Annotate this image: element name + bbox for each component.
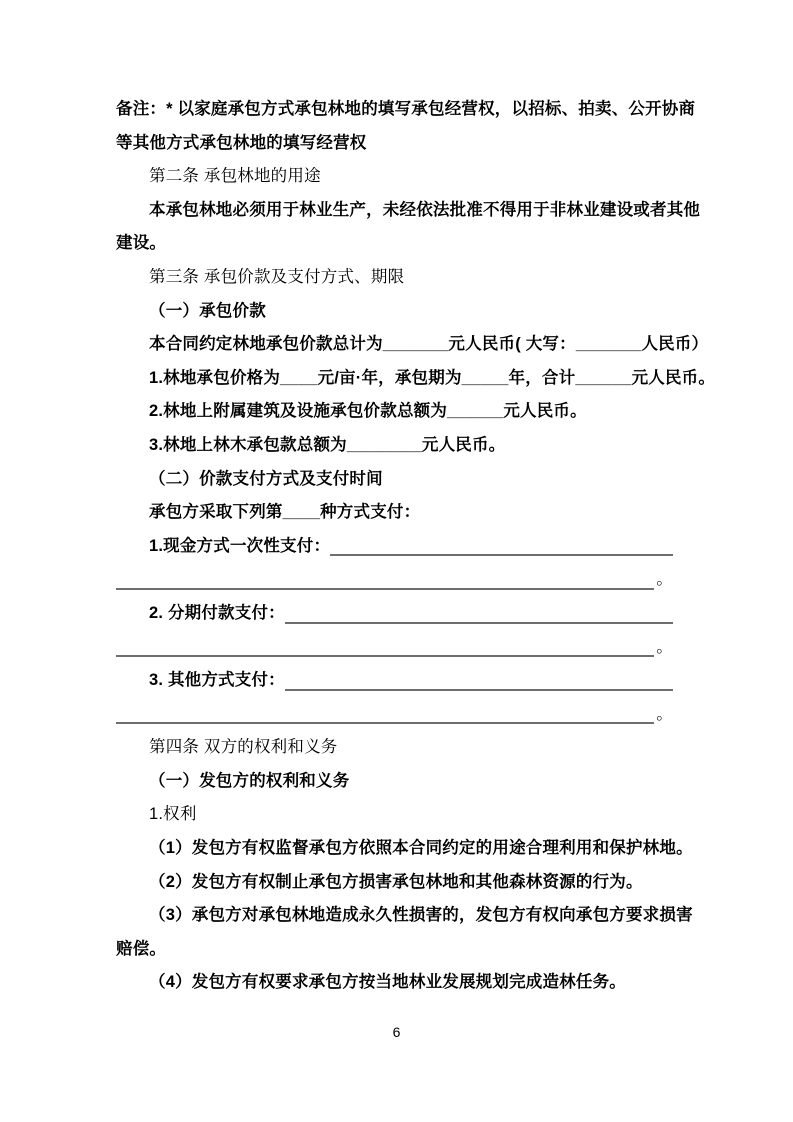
fill-in-label-line <box>116 597 673 631</box>
document-line: （2）发包方有权制止承包方损害承包林地和其他森林资源的行为。 <box>149 872 643 891</box>
document-line: 本承包林地必须用于林业生产，未经依法批准不得用于非林业建设或者其他 <box>149 200 701 219</box>
document-line: 赔偿。 <box>116 939 167 958</box>
document-line: （一）承包价款 <box>149 301 266 320</box>
document-line: （1）发包方有权监督承包方依照本合同约定的用途合理利用和保护林地。 <box>149 839 693 858</box>
fill-in-rule-line <box>116 631 673 665</box>
document-line: 3.林地上林木承包款总额为________元人民币。 <box>149 435 506 454</box>
document-line: 等其他方式承包林地的填写经营权 <box>116 133 367 152</box>
document-line: （4）发包方有权要求承包方按当地林业发展规划完成造林任务。 <box>149 973 626 992</box>
blank-underline <box>116 631 654 658</box>
line-period: 。 <box>656 704 673 723</box>
document-line: 第二条 承包林地的用途 <box>149 167 321 186</box>
document-line: 承包方采取下列第____种方式支付： <box>149 503 421 522</box>
fill-in-label: 2. 分期付款支付： <box>149 603 285 622</box>
document-line: 1.权利 <box>149 805 197 824</box>
document-line: 建设。 <box>116 234 167 253</box>
blank-underline <box>330 530 673 557</box>
fill-in-label: 1.现金方式一次性支付： <box>149 536 331 555</box>
document-body <box>116 93 716 1000</box>
document-line: 第四条 双方的权利和义务 <box>149 738 338 757</box>
document-line: 2.林地上附属建筑及设施承包价款总额为______元人民币。 <box>149 402 587 421</box>
blank-underline <box>116 698 654 725</box>
blank-underline <box>285 664 673 691</box>
document-line: （一）发包方的权利和义务 <box>149 771 350 790</box>
document-line: （二）价款支付方式及支付时间 <box>149 469 383 488</box>
fill-in-label-line <box>116 530 673 564</box>
line-period: 。 <box>656 570 673 589</box>
fill-in-rule-line <box>116 563 673 597</box>
fill-in-rule-line <box>116 698 673 732</box>
blank-underline <box>285 597 673 624</box>
fill-in-label-line <box>116 664 673 698</box>
document-line: （3）承包方对承包林地造成永久性损害的，发包方有权向承包方要求损害 <box>149 906 693 925</box>
blank-underline <box>116 563 654 590</box>
fill-in-label: 3. 其他方式支付： <box>149 671 285 690</box>
line-period: 。 <box>656 637 673 656</box>
document-line: 1.林地承包价格为____元/亩·年，承包期为_____年，合计______元人民币。 <box>149 368 716 387</box>
document-line: 第三条 承包价款及支付方式、期限 <box>149 267 405 286</box>
document-line: 备注：* 以家庭承包方式承包林地的填写承包经营权，以招标、拍卖、公开协商 <box>116 100 696 118</box>
page-number: 6 <box>392 1024 401 1040</box>
document-line: 本合同约定林地承包价款总计为_______元人民币( 大写：_______人民币） <box>149 335 709 354</box>
